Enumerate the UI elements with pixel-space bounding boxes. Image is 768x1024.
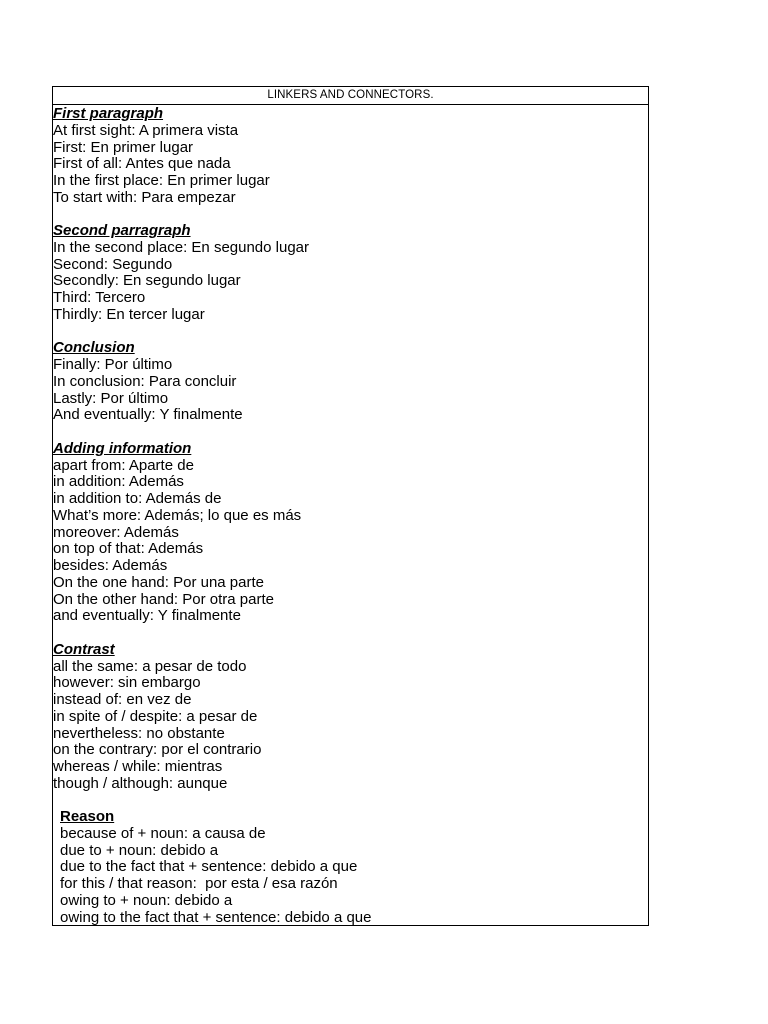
section-second-paragraph: [53, 223, 648, 324]
list-item: Secondly: En segundo lugar: [53, 272, 241, 290]
document-body: [53, 105, 648, 926]
list-item: due to the fact that + sentence: debido a que: [60, 858, 358, 876]
list-item: though / although: aunque: [53, 774, 228, 792]
section-heading: Adding information: [53, 439, 192, 457]
list-item: At first sight: A primera vista: [53, 121, 239, 139]
section-adding-information: [53, 441, 648, 625]
list-item: in spite of / despite: a pesar de: [53, 707, 258, 725]
section-first-paragraph: [53, 106, 648, 207]
list-item: owing to the fact that + sentence: debido a que: [60, 908, 372, 926]
section-contrast: [53, 642, 648, 793]
list-item: on the contrary: por el contrario: [53, 741, 262, 759]
list-item: because of + noun: a causa de: [60, 824, 266, 842]
list-item: And eventually: Y finalmente: [53, 406, 243, 424]
section-heading: Second parragraph: [53, 222, 191, 240]
list-item: On the one hand: Por una parte: [53, 573, 264, 591]
document-table: [52, 86, 649, 926]
list-item: however: sin embargo: [53, 674, 201, 692]
list-item: apart from: Aparte de: [53, 456, 194, 474]
list-item: In the second place: En segundo lugar: [53, 238, 310, 256]
list-item: moreover: Además: [53, 523, 179, 541]
section-heading: Contrast: [53, 640, 115, 658]
section-heading: Reason: [60, 808, 115, 826]
section-conclusion: [53, 340, 648, 424]
list-item: nevertheless: no obstante: [53, 724, 225, 742]
list-item: What’s more: Además; lo que es más: [53, 506, 302, 524]
section-heading: First paragraph: [53, 105, 164, 122]
list-item: instead of: en vez de: [53, 691, 192, 708]
list-item: On the other hand: Por otra parte: [53, 590, 274, 608]
list-item: due to + noun: debido a: [60, 841, 219, 859]
list-item: In conclusion: Para concluir: [53, 372, 237, 390]
section-heading: Conclusion: [53, 339, 135, 357]
list-item: in addition: Además: [53, 473, 184, 491]
list-item: in addition to: Además de: [53, 490, 222, 508]
list-item: owing to + noun: debido a: [60, 891, 233, 909]
document-title: LINKERS AND CONNECTORS.: [53, 87, 648, 105]
list-item: for this / that reason: por esta / esa razón: [60, 875, 338, 893]
list-item: besides: Además: [53, 557, 168, 575]
list-item: In the first place: En primer lugar: [53, 172, 270, 189]
list-item: First: En primer lugar: [53, 138, 194, 156]
list-item: Second: Segundo: [53, 255, 173, 273]
list-item: all the same: a pesar de todo: [53, 657, 247, 675]
list-item: and eventually: Y finalmente: [53, 607, 241, 625]
list-item: whereas / while: mientras: [53, 758, 223, 775]
list-item: Thirdly: En tercer lugar: [53, 305, 205, 323]
section-reason: [53, 809, 648, 926]
list-item: Lastly: Por último: [53, 389, 169, 407]
list-item: First of all: Antes que nada: [53, 155, 231, 173]
list-item: Third: Tercero: [53, 289, 146, 307]
list-item: To start with: Para empezar: [53, 188, 236, 206]
list-item: Finally: Por último: [53, 356, 173, 374]
list-item: on top of that: Además: [53, 540, 204, 558]
